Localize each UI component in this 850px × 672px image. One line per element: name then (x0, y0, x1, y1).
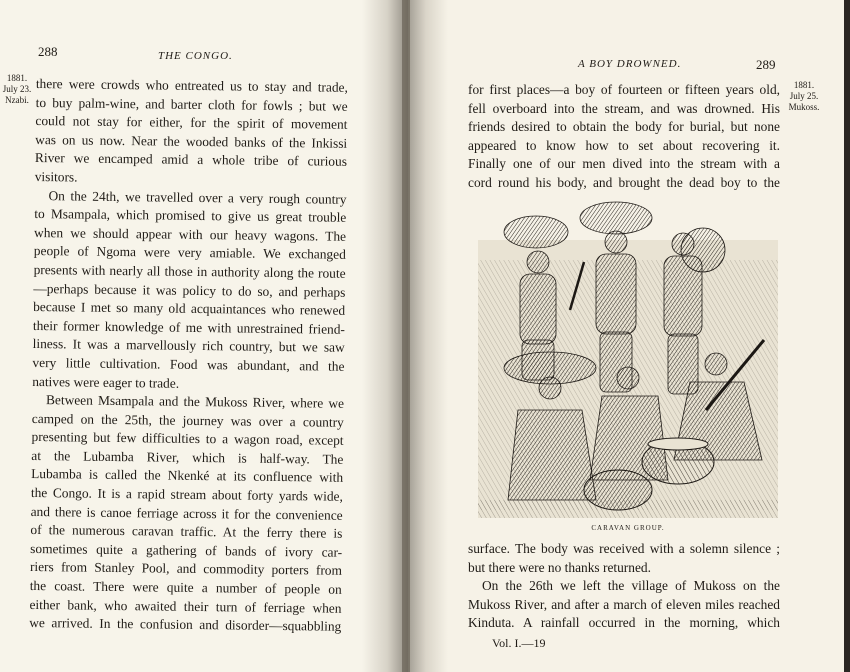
text-line: fell overboard into the stream, and was drowned. His (468, 100, 780, 116)
text-line: friends desired to obtain the body for burial, but none (468, 119, 780, 135)
left-page (0, 0, 408, 672)
text-line: visitors. (34, 168, 78, 185)
text-line: Lubamba is called the Nkenké at its confluence with (31, 466, 344, 486)
body-text (468, 81, 780, 193)
text-line: presents with nearly all those in authority along the route (33, 261, 346, 281)
body-text (468, 540, 780, 633)
text-line: liness. It was a marvellously rich country, but we saw (32, 336, 345, 356)
margin-note-date: July 25. (789, 91, 819, 101)
margin-note-year: 1881. (6, 73, 28, 83)
right-page (408, 0, 850, 672)
text-line: for first places—a boy of fourteen or fifteen years old, (468, 82, 780, 97)
margin-note-date: July 23. (2, 84, 32, 94)
page-number: 289 (756, 57, 776, 72)
margin-note (782, 80, 826, 113)
text-line: could not stay for either, for the spirit of movement (35, 113, 348, 132)
text-line: natives were eager to trade. (32, 373, 180, 391)
text-line: Finally one of our men dived into the stream with a (468, 156, 780, 172)
text-line: of the numerous caravan traffic. At the ferry there is (30, 522, 343, 542)
running-head: THE CONGO. (158, 50, 233, 62)
signature-mark: Vol. I.—19 (492, 636, 546, 650)
text-line: when we should appear with our heavy wagons. The (33, 224, 347, 244)
text-line: there were crowds who entreated us to stay and trade, (35, 75, 348, 95)
text-line: at the Lubamba River, which is half-way. The (31, 447, 344, 467)
page-number: 288 (38, 44, 58, 59)
page-edge (844, 0, 850, 672)
text-line: —perhaps because it was policy to do so, and perhaps (33, 280, 346, 300)
book-spine (402, 0, 410, 672)
text-line: we arrived. In the confusion and disorder—squabbling (29, 615, 342, 634)
text-line: the Congo. It is a rapid stream about forty yards wide, (30, 485, 343, 504)
figure-caption: CARAVAN GROUP. (591, 524, 665, 532)
body-text (29, 75, 348, 637)
text-line: appeared to know how to set about recovering it. (468, 137, 780, 153)
text-line: riers from Stanley Pool, and commodity porters from (29, 559, 343, 579)
margin-note-place: Mukoss. (788, 102, 820, 112)
text-line: people of Ngoma were very amiable. We exchanged (33, 243, 346, 263)
text-line: surface. The body was received with a solemn silence ; (468, 541, 780, 556)
text-line: to Msampala, which promised to give us great trouble (34, 206, 347, 225)
margin-note-year: 1881. (793, 80, 815, 90)
text-line: Mukoss River, and after a march of eleven miles reached (468, 596, 780, 612)
text-line: River we encamped amid a whole tribe of curious (34, 150, 348, 170)
text-line: to buy palm-wine, and barter cloth for fowls ; but we (35, 94, 348, 114)
text-line: On the 24th, we travelled over a very rough country (48, 187, 347, 207)
text-line: presenting but few difficulties to a wagon road, except (31, 429, 344, 449)
margin-note-place: Nzabi. (5, 95, 29, 105)
margin-note (2, 73, 32, 106)
text-line: cord round his body, and brought the dead boy to the (468, 174, 780, 190)
text-line: camped on the 25th, the journey was over a country (31, 410, 344, 430)
text-line: because I met so many old acquaintances who renewed (33, 299, 346, 318)
text-line: very little cultivation. Food was abundant, and the (32, 354, 345, 374)
text-line: On the 26th we left the village of Mukoss on the (482, 578, 780, 594)
gutter-shadow (408, 0, 448, 672)
text-line: their former knowledge of me with unrestrained friend- (32, 317, 346, 337)
text-line: was on us now. Near the wooded banks of the Inkissi (35, 131, 348, 151)
text-line: either bank, who awaited their turn of ferriage when (29, 596, 342, 616)
running-head: A BOY DROWNED. (578, 58, 682, 70)
text-line: the coast. There were quite a number of people on (29, 577, 342, 597)
text-line: Between Msampala and the Mukoss River, where we (45, 392, 345, 411)
text-line: and there is canoe ferriage across it for the convenience (30, 503, 343, 523)
text-line: but there were no thanks returned. (468, 559, 651, 575)
caravan-group-engraving (478, 200, 778, 518)
text-line: Kinduta. A rainfall occurred in the morning, which (468, 615, 780, 631)
text-line: sometimes quite a gathering of bands of ivory car- (30, 540, 343, 560)
